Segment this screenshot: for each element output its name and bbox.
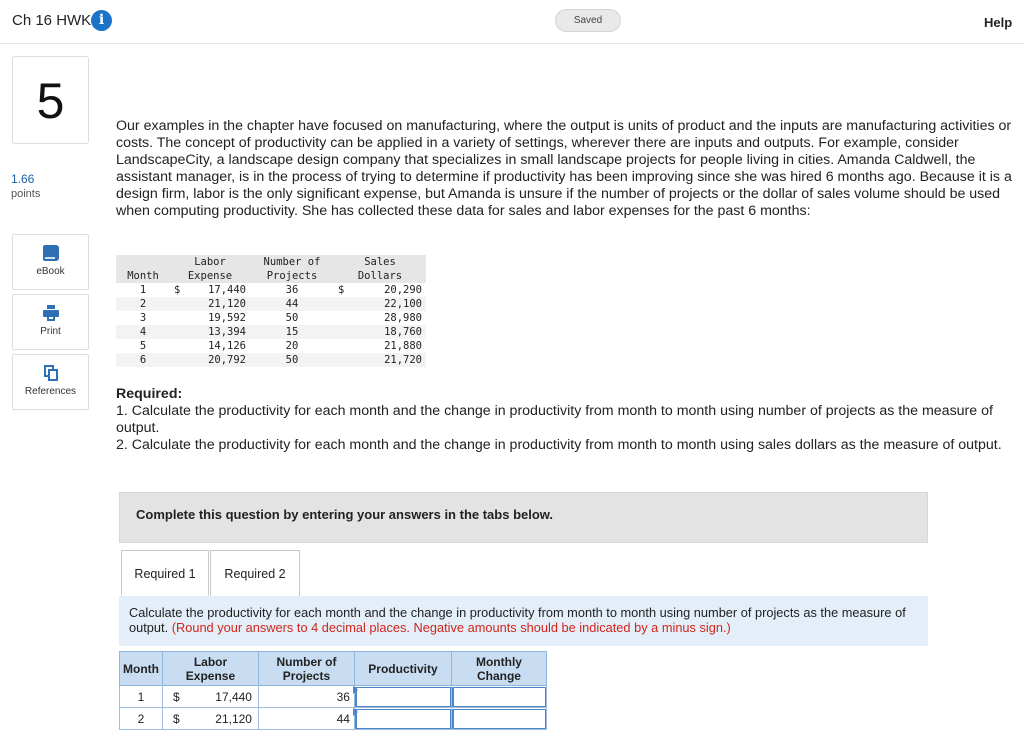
sales-cell: 20,290 <box>384 284 422 296</box>
book-icon <box>43 245 59 261</box>
col-projects-l1: Number of <box>276 654 337 669</box>
projects-cell: 15 <box>285 326 299 338</box>
col-change-l2: Change <box>476 668 521 683</box>
labor-cell: 21,120 <box>208 298 246 310</box>
month-cell: 2 <box>139 298 147 310</box>
question-intro: Our examples in the chapter have focused on manufacturing, where the output is units of product and the inputs are manufacturing activities or costs. The concept of productivity can be applied in a variety of settings, wherever there are inputs and outputs. For example, consider LandscapeCity, a landscape design company that specializes in small landscape projects for people living in cities. Amanda Caldwell, the assistant manager, is in the process of trying to determine if productivity has been improving since she was hired 6 months ago. Because it is a design firm, labor is the only significant expense, but Amanda is unsure if the number of projects or the dollar of sales volume should be used when computing productivity. She has collected these data for sales and labor expenses for the past 6 months: <box>116 118 1012 219</box>
complete-banner <box>119 492 928 543</box>
table-row <box>116 283 426 297</box>
answer-table <box>119 651 547 730</box>
sales-cell: 21,720 <box>384 354 422 366</box>
labor-cell: 14,126 <box>208 340 246 352</box>
productivity-input[interactable] <box>355 687 451 707</box>
month-cell: 2 <box>120 708 163 730</box>
projects-cell: 50 <box>285 354 299 366</box>
projects-cell: 44 <box>285 298 299 310</box>
col-labor-l2: Expense <box>185 668 236 683</box>
copy-pages-icon <box>43 365 59 381</box>
tab-required-1[interactable]: Required 1 <box>121 550 209 596</box>
col-sales-l2: Dollars <box>357 270 403 282</box>
projects-cell: 36 <box>285 284 299 296</box>
currency-symbol: $ <box>172 711 180 726</box>
points-value: 1.66 <box>11 172 35 186</box>
col-projects-l1: Number of <box>263 256 321 268</box>
projects-cell: 20 <box>285 340 299 352</box>
col-change-l1: Monthly <box>475 654 522 669</box>
col-projects-l2: Projects <box>266 270 318 282</box>
table-row <box>116 339 426 353</box>
required-heading: Required: <box>116 386 183 402</box>
references-button[interactable] <box>12 354 89 410</box>
projects-cell: 50 <box>285 312 299 324</box>
projects-cell: 36 <box>336 689 350 704</box>
sales-cell: 22,100 <box>384 298 422 310</box>
month-cell: 5 <box>139 340 147 352</box>
table-row <box>116 311 426 325</box>
col-month: Month <box>127 270 159 282</box>
points-label: points <box>11 188 41 200</box>
help-link[interactable]: Help <box>984 15 1013 30</box>
currency-symbol: $ <box>338 284 345 296</box>
sales-cell: 21,880 <box>384 340 422 352</box>
ebook-label: eBook <box>36 266 65 277</box>
instruction-panel <box>119 596 928 646</box>
month-cell: 3 <box>139 312 147 324</box>
currency-symbol: $ <box>172 689 180 704</box>
table-row <box>116 353 426 367</box>
print-button[interactable] <box>12 294 89 350</box>
input-flag-icon <box>353 686 358 694</box>
table-row <box>120 708 547 730</box>
saved-status-badge: Saved <box>555 9 621 32</box>
labor-cell: 19,592 <box>208 312 246 324</box>
required-section <box>116 386 1014 454</box>
labor-cell: 20,792 <box>208 354 246 366</box>
month-cell: 1 <box>120 686 163 708</box>
required-item-1: 1. Calculate the productivity for each month and the change in productivity from month to month using number of projects as the measure of output. <box>116 403 993 436</box>
projects-cell: 44 <box>336 711 350 726</box>
productivity-input[interactable] <box>355 709 451 729</box>
labor-cell: 17,440 <box>215 689 252 704</box>
col-productivity: Productivity <box>354 652 451 686</box>
sales-cell: 18,760 <box>384 326 422 338</box>
table-row <box>116 297 426 311</box>
labor-cell: 21,120 <box>215 711 252 726</box>
currency-symbol: $ <box>174 284 181 296</box>
required-item-2: 2. Calculate the productivity for each month and the change in productivity from month to month using sales dollars as the measure of output. <box>116 437 1002 453</box>
top-bar <box>0 0 1024 44</box>
print-label: Print <box>40 326 61 337</box>
col-sales-l1: Sales <box>364 256 396 268</box>
assignment-title: Ch 16 HWK <box>12 12 92 29</box>
table-row <box>116 325 426 339</box>
col-projects-l2: Projects <box>282 668 331 683</box>
sales-cell: 28,980 <box>384 312 422 324</box>
info-icon[interactable]: i <box>91 10 112 31</box>
month-cell: 4 <box>139 326 147 338</box>
answer-table-header <box>120 652 547 686</box>
col-labor-l2: Expense <box>187 270 233 282</box>
monthly-change-input[interactable] <box>452 687 546 707</box>
ebook-button[interactable] <box>12 234 89 290</box>
data-table <box>116 255 426 367</box>
col-labor-l1: Labor <box>193 654 228 669</box>
instruction-note: (Round your answers to 4 decimal places. Negative amounts should be indicated by a minus sign.) <box>171 620 731 635</box>
month-cell: 6 <box>139 354 147 366</box>
question-number: 5 <box>12 56 89 144</box>
complete-banner-text: Complete this question by entering your answers in the tabs below. <box>136 507 554 522</box>
labor-cell: 13,394 <box>208 326 246 338</box>
data-table-header <box>116 255 426 283</box>
tab-required-2[interactable]: Required 2 <box>210 550 300 596</box>
labor-cell: 17,440 <box>208 284 246 296</box>
printer-icon <box>43 305 59 321</box>
col-month: Month <box>120 652 163 686</box>
monthly-change-input[interactable] <box>452 709 546 729</box>
col-labor-l1: Labor <box>194 256 226 268</box>
instruction-text: Calculate the productivity for each month and the change in productivity from month to month using number of projects as the measure of output. <box>129 605 906 635</box>
input-flag-icon <box>353 708 358 716</box>
references-label: References <box>24 386 77 397</box>
month-cell: 1 <box>139 284 147 296</box>
table-row <box>120 686 547 708</box>
